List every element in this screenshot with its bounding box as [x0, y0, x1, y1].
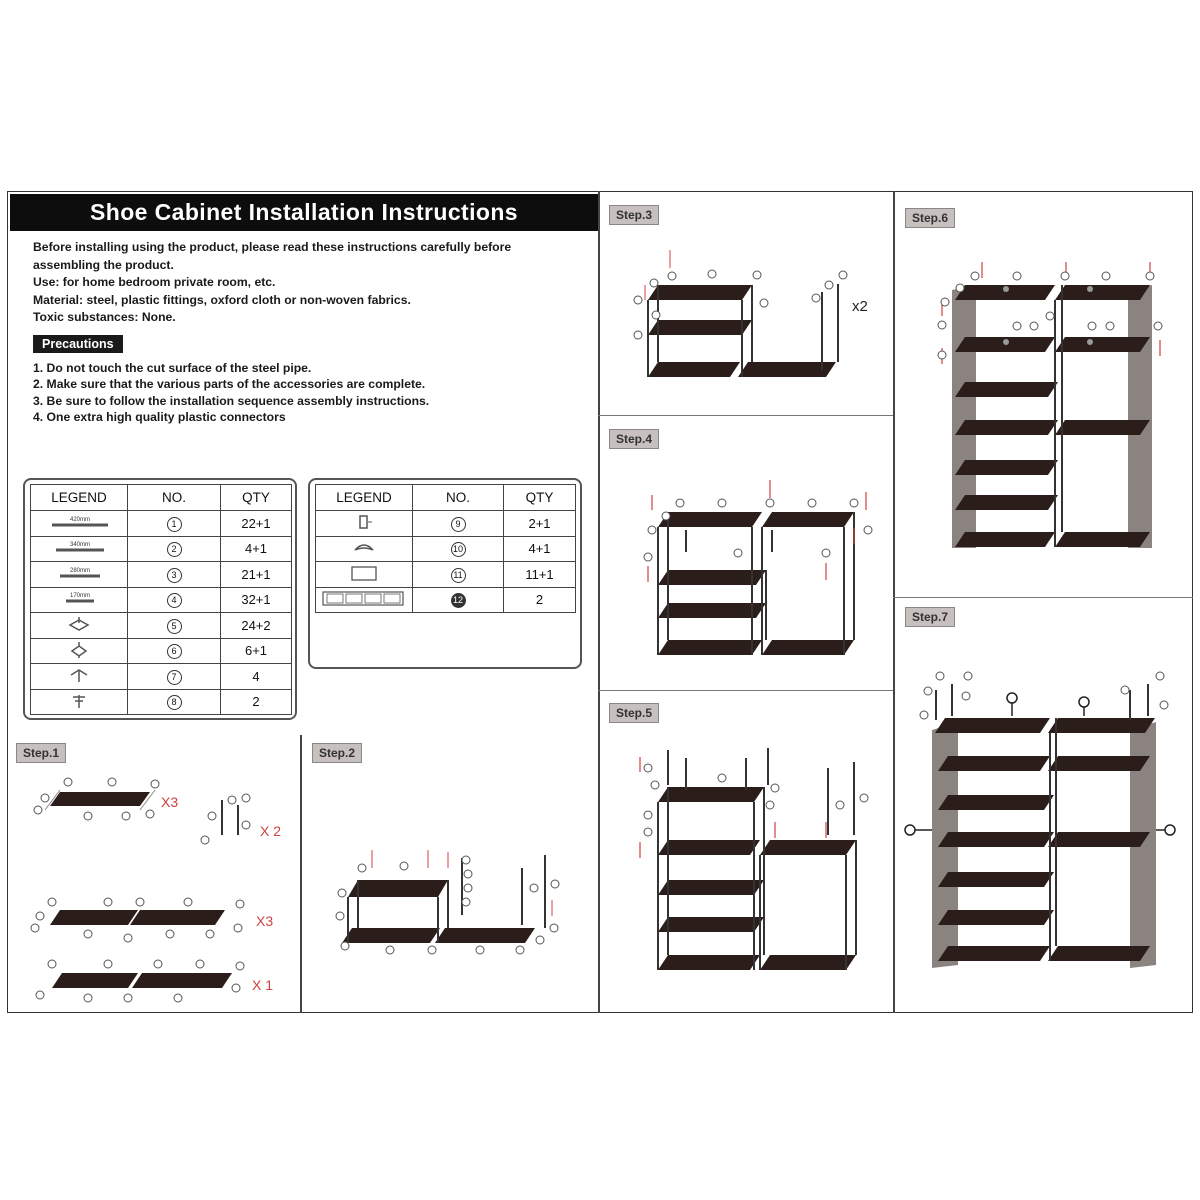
no-header: NO.	[128, 485, 221, 511]
qty-header: QTY	[221, 485, 292, 511]
step-1-label: Step.1	[16, 743, 66, 763]
part-number: 2	[167, 542, 182, 557]
precaution-item: 4. One extra high quality plastic connectors	[33, 409, 286, 424]
part-number: 4	[167, 593, 182, 608]
part-qty: 4+1	[504, 536, 576, 562]
part-number: 3	[167, 568, 182, 583]
quantity-multiplier: X 1	[252, 977, 274, 993]
intro-line: Material: steel, plastic fittings, oxford cloth or non-woven fabrics.	[33, 292, 411, 307]
intro-line: Before installing using the product, please read these instructions carefully before	[33, 240, 512, 254]
part-qty: 22+1	[221, 511, 292, 537]
step-4-label: Step.4	[609, 429, 659, 449]
svg-text:170mm: 170mm	[69, 593, 91, 600]
legend-header: LEGEND	[31, 485, 128, 511]
quantity-multiplier: X3	[256, 913, 274, 929]
part-number: 11	[451, 568, 466, 583]
precautions-label: Precautions	[33, 335, 123, 353]
part-number: 12	[451, 593, 466, 608]
part-qty: 32+1	[221, 587, 292, 613]
part-number: 5	[167, 619, 182, 634]
step-2-diagram	[336, 850, 559, 954]
step-1-diagram	[31, 778, 250, 1002]
part-number: 9	[451, 517, 466, 532]
part-number: 8	[167, 695, 182, 710]
part-number: 7	[167, 670, 182, 685]
precaution-item: 2. Make sure that the various parts of the accessories are complete.	[33, 377, 426, 392]
quantity-multiplier: x2	[852, 298, 868, 315]
step-5-diagram	[640, 748, 868, 970]
step-3-diagram	[634, 250, 847, 377]
step-4-diagram	[644, 480, 872, 655]
step-7-diagram	[905, 672, 1175, 968]
step-3-label: Step.3	[609, 205, 659, 225]
part-qty: 2+1	[504, 511, 576, 537]
svg-text:340mm: 340mm	[69, 542, 91, 549]
quantity-multiplier: X3	[161, 794, 179, 810]
quantity-multiplier: X 2	[260, 823, 282, 839]
part-qty: 21+1	[221, 562, 292, 588]
svg-text:280mm: 280mm	[69, 567, 91, 574]
no-header: NO.	[413, 485, 504, 511]
part-number: 1	[167, 517, 182, 532]
step-6-label: Step.6	[905, 208, 955, 228]
svg-text:420mm: 420mm	[69, 516, 91, 523]
part-qty: 24+2	[221, 613, 292, 639]
precaution-item: 3. Be sure to follow the installation sequence assembly instructions.	[33, 393, 430, 408]
step-5-label: Step.5	[609, 703, 659, 723]
legend-header: LEGEND	[316, 485, 413, 511]
part-qty: 4+1	[221, 536, 292, 562]
step-6-diagram	[938, 262, 1162, 548]
qty-header: QTY	[504, 485, 576, 511]
precaution-item: 1. Do not touch the cut surface of the steel pipe.	[33, 361, 312, 375]
step-2-label: Step.2	[312, 743, 362, 763]
page-title: Shoe Cabinet Installation Instructions	[10, 194, 598, 231]
part-qty: 11+1	[504, 562, 576, 588]
part-qty: 2	[504, 587, 576, 613]
intro-line: Use: for home bedroom private room, etc.	[33, 275, 276, 289]
part-qty: 4	[221, 664, 292, 690]
intro-line: assembling the product.	[33, 257, 174, 272]
part-qty: 6+1	[221, 638, 292, 664]
step-7-label: Step.7	[905, 607, 955, 627]
part-number: 10	[451, 542, 466, 557]
part-number: 6	[167, 644, 182, 659]
part-qty: 2	[221, 689, 292, 715]
intro-line: Toxic substances: None.	[33, 310, 176, 324]
